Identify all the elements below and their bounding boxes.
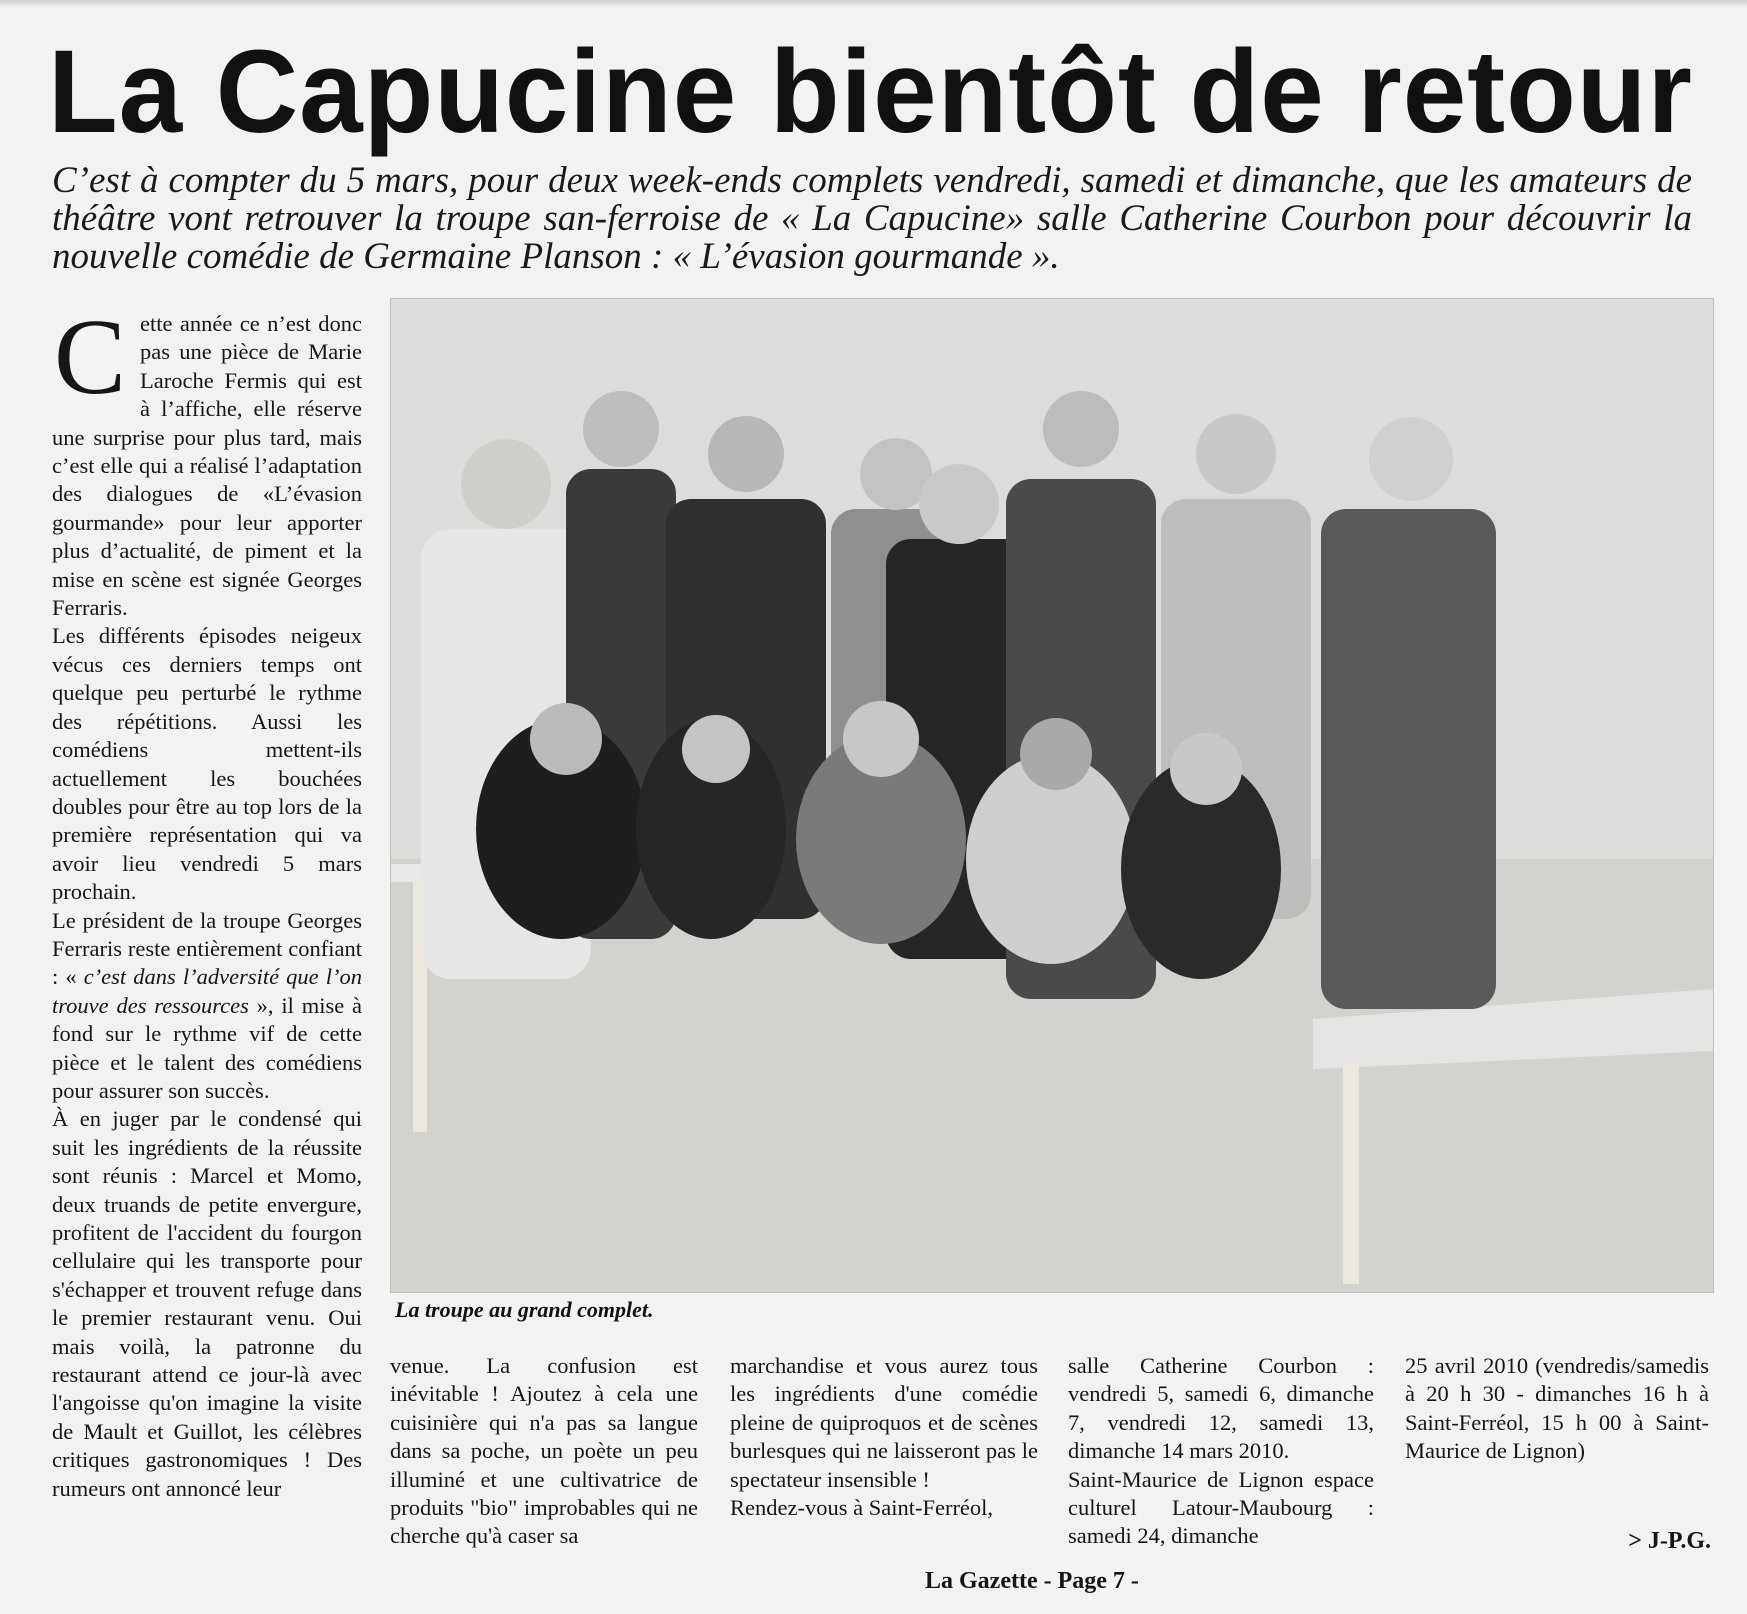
paragraph-rehearsals: Les différents épisodes neigeux vécus ces derniers temps ont quelque peu perturbé le rythme des répétitions. Aussi les comédiens mettent-ils actuellement les bouchées doubles pour être au top lors de la première représentation qui va avoir lieu vendredi 5 mars prochain.	[52, 623, 362, 905]
page-footer	[925, 1568, 1139, 1595]
paragraph-rendezvous: Rendez-vous à Saint-Ferréol,	[730, 1495, 994, 1521]
paragraph-plot: À en juger par le condensé qui suit les ingrédients de la réussite sont réunis : Marcel et Momo, deux truands de petite envergure, profitent de l'accident du fourgon cellulaire qui les transporte pour s'échapper et trouvent refuge dans le premier restaurant venu. Oui mais voilà, la patronne du restaurant attend ce jour-là avec l'angoisse qu'on imagine la visite de Mault et Guillot, les célèbres critiques gastronomiques ! Des rumeurs ont annoncé leur	[52, 1106, 362, 1501]
article-headline: La Capucine bientôt de retour	[48, 26, 1693, 158]
paragraph-dates-saint-maurice: Saint-Maurice de Lignon espace culturel Latour-Maubourg : samedi 24, dimanche	[1068, 1466, 1374, 1549]
article-column-5	[1405, 1352, 1709, 1466]
troupe-photo	[390, 298, 1714, 1293]
drop-cap: C	[54, 298, 127, 417]
author-signature: > J-P.G.	[1628, 1528, 1711, 1554]
article-lede: C’est à compter du 5 mars, pour deux week-ends complets vendredi, samedi et dimanche, que les amateurs de théâtre vont retrouver la troupe san-ferroise de « La Capucine» salle Catherine Courbon pour découvrir la nouvelle comédie de Germaine Planson : « L’évasion gourmande ».	[52, 160, 1692, 277]
paragraph-confusion: venue. La confusion est inévitable ! Ajoutez à cela une cuisinière qui n'a pas sa langue dans sa poche, un poète un peu illuminé et une cultivatrice de produits "bio" improbables qui ne cherche qu'à caser sa	[390, 1353, 698, 1549]
paragraph-president-text-b: », il mise à fond sur le rythme vif de cette pièce et le talent des comédiens pour assurer son succès.	[52, 992, 362, 1103]
president-quote: c’est dans l’adversité que l’on trouve des ressources	[52, 964, 362, 1018]
paragraph-schedule: 25 avril 2010 (vendredis/samedis à 20 h 30 - dimanches 16 h à Saint-Ferréol, 15 h 00 à Saint-Maurice de Lignon)	[1405, 1353, 1709, 1464]
article-column-4	[1068, 1352, 1374, 1551]
paragraph-dates-saint-ferreol: salle Catherine Courbon : vendredi 5, samedi 6, dimanche 7, vendredi 12, samedi 13, dimanche 14 mars 2010.	[1068, 1353, 1374, 1464]
paragraph-president-text-a: Le président de la troupe Georges Ferraris reste entièrement confiant : «	[52, 907, 362, 990]
paragraph-intro-text: ette année ce n’est donc pas une pièce de Marie Laroche Fermis qui est à l’affiche, elle réserve une surprise pour plus tard, mais c’est elle qui a réalisé l’adaptation des dialogues de «L’évasion gourmande» pour leur apporter plus d’actualité, de piment et la mise en scène est signée Georges Ferraris.	[52, 311, 362, 621]
article-column-1	[52, 298, 362, 1503]
page-number: - Page 7 -	[1043, 1568, 1139, 1594]
paragraph-president	[52, 907, 362, 1106]
publication-name: La Gazette	[925, 1568, 1038, 1594]
article-column-2	[390, 1352, 698, 1551]
paragraph-ingredients: marchandise et vous aurez tous les ingrédients d'une comédie pleine de quiproquos et de scènes burlesques qui ne laisseront pas le spectateur insensible !	[730, 1353, 1038, 1492]
photo-caption: La troupe au grand complet.	[395, 1297, 654, 1322]
troupe-photo-illustration	[391, 299, 1713, 1292]
page-top-edge	[0, 0, 1747, 8]
paragraph-intro	[52, 298, 362, 622]
article-column-3	[730, 1352, 1038, 1522]
